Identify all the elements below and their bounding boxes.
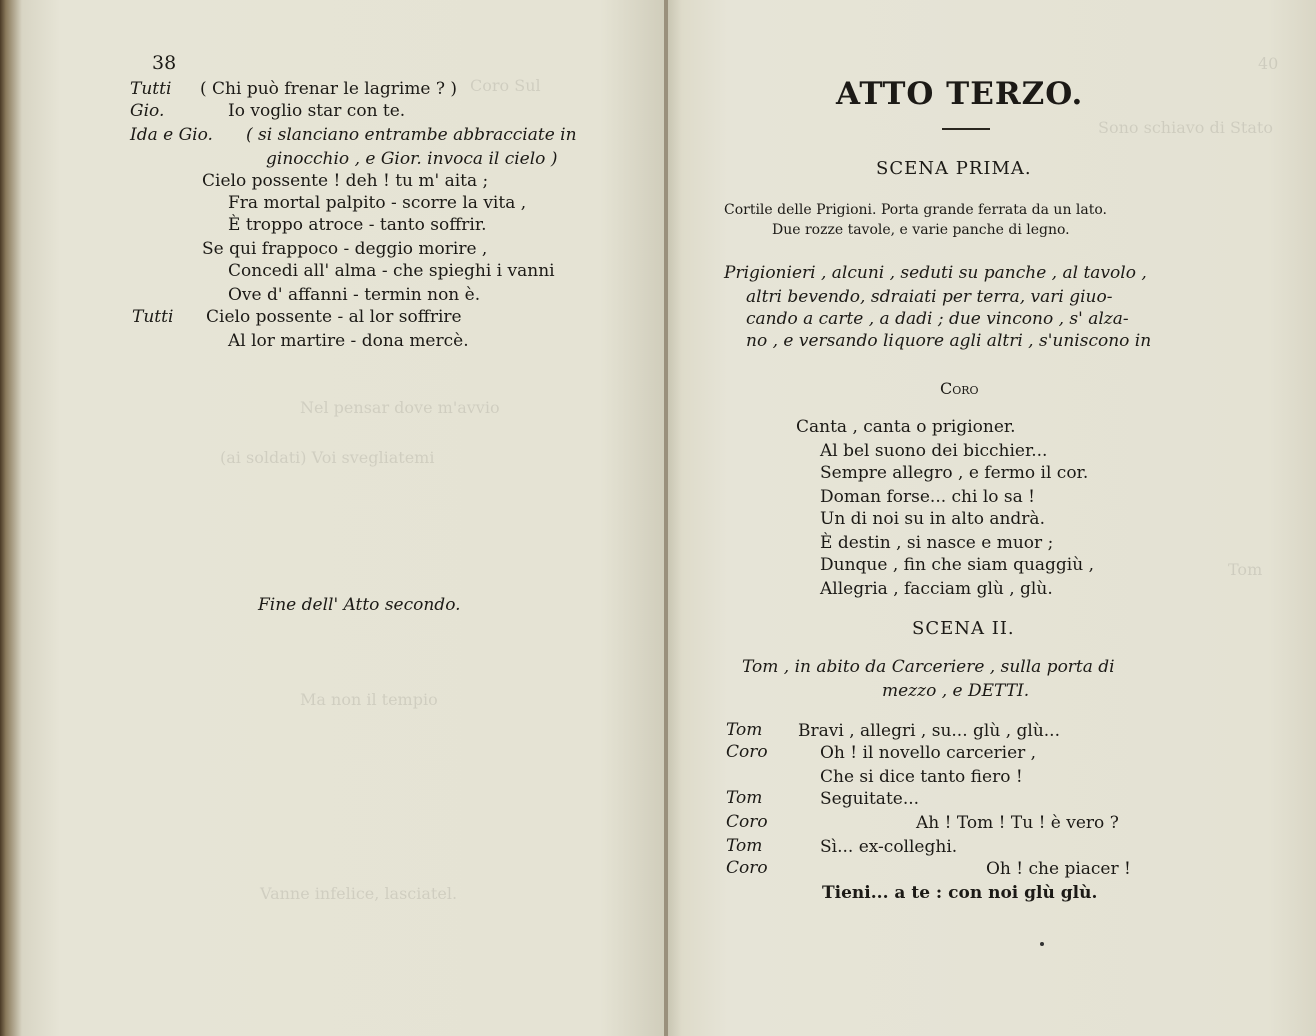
ink-speck [1040, 942, 1044, 946]
speaker-label: Coro [726, 742, 768, 762]
chorus-line: È destin , si nasce e muor ; [820, 533, 1054, 553]
stage-direction: Tom , in abito da Carceriere , sulla porta di [742, 657, 1115, 677]
dialogue-line: Oh ! il novello carcerier , [820, 743, 1037, 763]
dialogue-line: Oh ! che piacer ! [986, 859, 1131, 879]
verse-line: ( Chi può frenar le lagrime ? ) [200, 79, 458, 99]
verse-line: Al lor martire - dona mercè. [228, 331, 469, 351]
stage-direction: altri bevendo, sdraiati per terra, vari giuo- [746, 287, 1113, 307]
verse-line: Concedi all' alma - che spieghi i vanni [228, 261, 555, 281]
speaker-label: Gio. [130, 101, 165, 121]
dialogue-line: Ah ! Tom ! Tu ! è vero ? [916, 813, 1119, 833]
stage-direction: ginocchio , e Gior. invoca il cielo ) [266, 149, 558, 169]
verse-line: Io voglio star con te. [228, 101, 406, 121]
speaker-label: Tom [726, 788, 763, 808]
chorus-line: Sempre allegro , e fermo il cor. [820, 463, 1089, 483]
scene-setting: Cortile delle Prigioni. Porta grande ferrata da un lato. [724, 202, 1107, 218]
verse-line: È troppo atroce - tanto soffrir. [228, 215, 487, 235]
dialogue-line: Seguitate... [820, 789, 920, 809]
stage-direction: no , e versando liquore agli altri , s'uniscono in [746, 331, 1152, 351]
act-end-note: Fine dell' Atto secondo. [258, 595, 461, 615]
speaker-label: Tom [726, 836, 763, 856]
left-page: Coro Sul Nel pensar dove m'avvio (ai soldati) Voi svegliatemi Ma non il tempio Vanne infelice, lasciatel. 38 Tutti ( Chi può frenar le lagrime ? ) Gio. Io voglio star con te. Ida e Gio. ( si slanciano entrambe abbracciate in ginocchio , e Gior. invoca il cielo ) Cielo possente ! deh ! tu m' aita ; Fra mortal palpito - scorre la vita , È troppo atroce - tanto soffrir. Se qui frappoco - deggio morire , Concedi all' alma - che spieghi i vanni Ove d' affanni - termin non è. Tutti Cielo possente - al lor soffrire Al lor martire - dona mercè. Fine dell' Atto secondo. [0, 0, 668, 1036]
chorus-line: Al bel suono dei bicchier... [820, 441, 1048, 461]
dialogue-line: Che si dice tanto fiero ! [820, 767, 1023, 787]
chorus-line: Doman forse... chi lo sa ! [820, 487, 1036, 507]
speaker-label: Tutti [130, 79, 172, 99]
page-number: 38 [152, 52, 177, 74]
stage-direction: Prigionieri , alcuni , seduti su panche , al tavolo , [724, 263, 1147, 283]
scene-title: SCENA PRIMA. [876, 158, 1032, 179]
speaker-label: Tutti [132, 307, 174, 327]
stage-direction: ( si slanciano entrambe abbracciate in [246, 125, 577, 145]
chorus-line: Un di noi su in alto andrà. [820, 509, 1045, 529]
verse-line: Cielo possente - al lor soffrire [206, 307, 462, 327]
speaker-label: Tom [726, 720, 763, 740]
dialogue-line: Tieni... a te : con noi glù glù. [822, 883, 1098, 903]
speaker-label: Ida e Gio. [130, 125, 213, 145]
title-rule [942, 128, 990, 130]
chorus-line: Allegria , facciam glù , glù. [820, 579, 1053, 599]
verse-line: Cielo possente ! deh ! tu m' aita ; [202, 171, 489, 191]
speaker-label: Coro [726, 858, 768, 878]
verse-line: Ove d' affanni - termin non è. [228, 285, 481, 305]
right-page: 40 Sono schiavo di Stato Tom ATTO TERZO. SCENA PRIMA. Cortile delle Prigioni. Porta grande ferrata da un lato. Due rozze tavole, e varie panche di legno. Prigionieri , alcuni , seduti su panche , al tavolo , altri bevendo, sdraiati per terra, vari giuo- cando a carte , a dadi ; due vincono , s' alza- no , e versando liquore agli altri , s'uniscono in Coro Canta , canta o prigioner. Al bel suono dei bicchier... Sempre allegro , e fermo il cor. Doman forse... chi lo sa ! Un di noi su in alto andrà. È destin , si nasce e muor ; Dunque , fin che siam quaggiù , Allegria , facciam glù , glù. SCENA II. Tom , in abito da Carceriere , sulla porta di mezzo , e DETTI. Tom Bravi , allegri , su... glù , glù... Coro Oh ! il novello carcerier , Che si dice tanto fiero ! Tom Seguitate... Coro Ah ! Tom ! Tu ! è vero ? Tom Sì... ex-colleghi. Coro Oh ! che piacer ! Tieni... a te : con noi glù glù. [668, 0, 1316, 1036]
speaker-label: Coro [726, 812, 768, 832]
stage-direction: cando a carte , a dadi ; due vincono , s' alza- [746, 309, 1129, 329]
scene-title: SCENA II. [912, 618, 1015, 639]
verse-line: Se qui frappoco - deggio morire , [202, 239, 488, 259]
dialogue-line: Sì... ex-colleghi. [820, 837, 958, 857]
chorus-line: Dunque , fin che siam quaggiù , [820, 555, 1095, 575]
chorus-label: Coro [940, 379, 979, 398]
stage-direction: mezzo , e DETTI. [882, 681, 1030, 701]
chorus-line: Canta , canta o prigioner. [796, 417, 1016, 437]
scene-setting: Due rozze tavole, e varie panche di legno. [772, 222, 1070, 238]
dialogue-line: Bravi , allegri , su... glù , glù... [798, 721, 1060, 741]
verse-line: Fra mortal palpito - scorre la vita , [228, 193, 527, 213]
act-title: ATTO TERZO. [836, 76, 1084, 112]
